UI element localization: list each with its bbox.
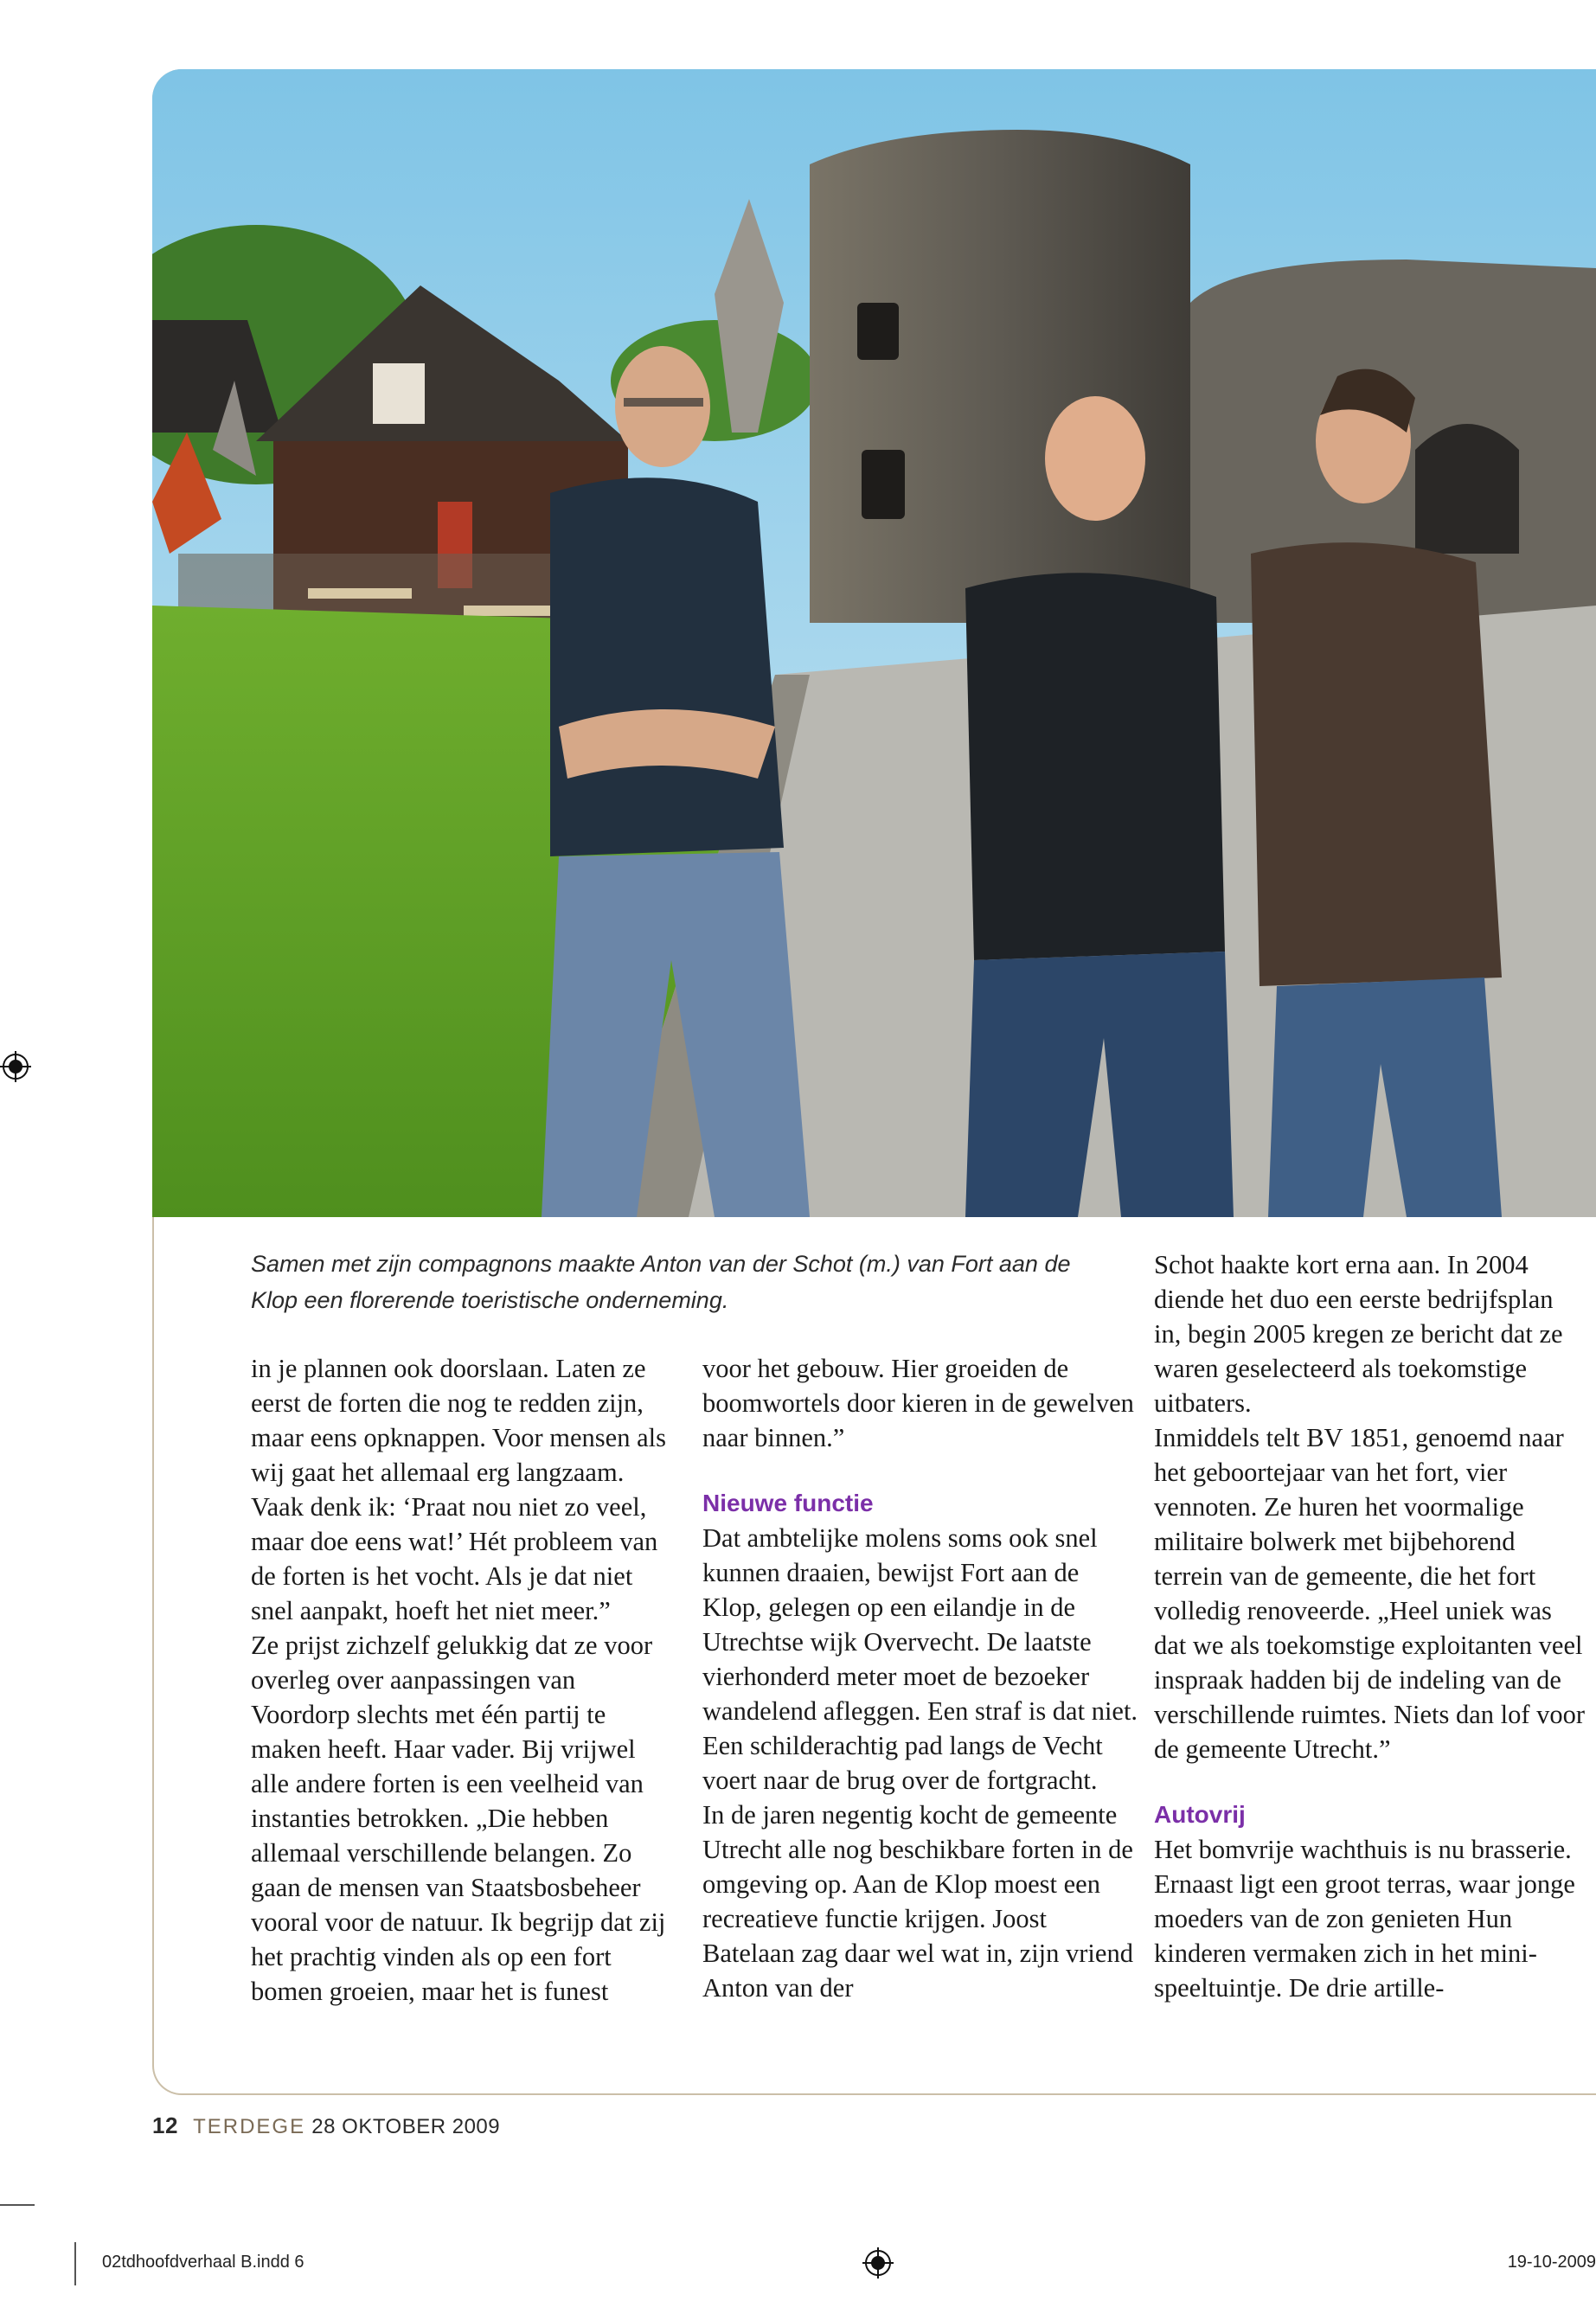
text-column-2	[702, 1351, 1144, 2005]
section-heading-autovrij: Autovrij	[1154, 1801, 1246, 1828]
slug-date: 19-10-2009	[1507, 2253, 1596, 2272]
paragraph: voor het gebouw. Hier groeiden de boomwortels door kieren in de gewelven naar binnen.”	[702, 1354, 1134, 1452]
paragraph: Inmiddels telt BV 1851, genoemd naar het geboortejaar van het fort, vier vennoten. Ze huren het voormalige militaire bolwerk met bijbehorend terrein van de gemeente, die het fort volledig renoveerde. „Heel uniek was dat we als toekomstige exploitanten veel inspraak hadden bij de indeling van de verschillende ruimtes. Niets dan lof voor de gemeente Utrecht.”	[1154, 1423, 1586, 1764]
slug-filename: 02tdhoofdverhaal B.indd 6	[102, 2253, 304, 2272]
photo-illustration	[152, 69, 1596, 1217]
paragraph: Het bomvrije wachthuis is nu brasserie. Ernaast ligt een groot terras, waar jonge moeders van de zon genieten Hun kinderen vermaken zich in het mini-speeltuintje. De drie artille-	[1154, 1835, 1575, 2003]
spacer	[702, 1455, 1144, 1486]
article-photo	[152, 69, 1596, 1217]
paragraph: In de jaren negentig kocht de gemeente Utrecht alle nog beschikbare forten in de omgeving op. Aan de Klop moest een recreatieve functie krijgen. Joost Batelaan zag daar wel wat in, zijn vriend Anton van der	[702, 1800, 1133, 2003]
crop-mark	[0, 2204, 35, 2206]
spacer	[1154, 1766, 1586, 1798]
page-number: 12	[152, 2112, 178, 2138]
text-column-1	[251, 1351, 675, 2009]
page-footer	[152, 2112, 500, 2139]
paragraph: in je plannen ook doorslaan. Laten ze eerst de forten die nog te redden zijn, maar eens opknappen. Voor mensen als wij gaat het allemaal erg langzaam. Vaak denk ik: ‘Praat nou niet zo veel, maar doe eens wat!’ Hét probleem van de forten is het vocht. Als je dat niet snel aanpakt, hoeft het niet meer.”	[251, 1354, 666, 1625]
paragraph: Ze prijst zichzelf gelukkig dat ze voor overleg over aanpassingen van Voordorp slechts met één partij te maken heeft. Haar vader. Bij vrijwel alle andere forten is een veelheid van instanties betrokken. „Die hebben allemaal verschillende belangen. Zo gaan de mensen van Staatsbosbeheer vooral voor de natuur. Ik begrijp dat zij het prachtig vinden als op een fort bomen groeien, maar het is funest	[251, 1631, 666, 2006]
registration-mark-icon	[0, 1051, 31, 1082]
issue-date: 28 OKTOBER 2009	[311, 2115, 501, 2138]
text-column-3	[1154, 1247, 1586, 2005]
paragraph: Schot haakte kort erna aan. In 2004 diende het duo een eerste bedrijfsplan in, begin 2005 kregen ze bericht dat ze waren geselecteerd als toekomstige uitbaters.	[1154, 1250, 1563, 1418]
magazine-name: TERDEGE	[193, 2115, 306, 2138]
paragraph: Dat ambtelijke molens soms ook snel kunnen draaien, bewijst Fort aan de Klop, gelegen op een eilandje in de Utrechtse wijk Overvecht. De laatste vierhonderd meter moet de bezoeker wandelend afleggen. Een straf is dat niet. Een schilderachtig pad langs de Vecht voert naar de brug over de fortgracht.	[702, 1523, 1138, 1795]
photo-caption: Samen met zijn compagnons maakte Anton van der Schot (m.) van Fort aan de Klop een florerende toeristische onderneming.	[251, 1251, 1071, 1313]
registration-mark-icon	[862, 2247, 894, 2279]
section-heading-nieuwe-functie: Nieuwe functie	[702, 1490, 874, 1516]
crop-mark	[74, 2242, 76, 2285]
